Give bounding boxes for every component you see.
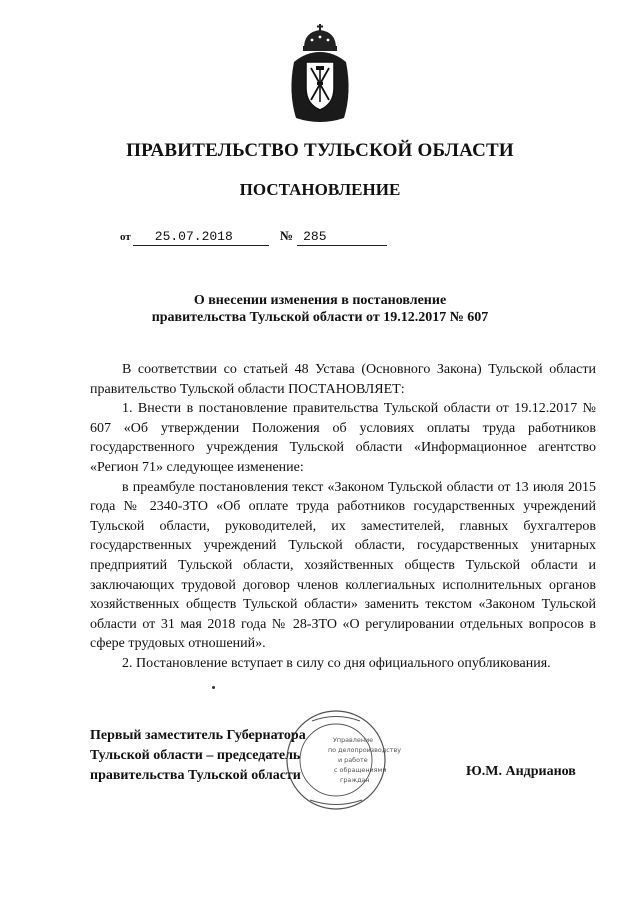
document-date: 25.07.2018 [133,229,269,246]
document-number: 285 [297,229,387,246]
dateline [120,228,387,246]
date-prefix: от [120,231,131,243]
svg-text:с обращениями: с обращениями [334,766,387,774]
subject-line-1: О внесении изменения в постановление [193,293,447,308]
signatory-title-line-1: Первый заместитель Губернатора [90,728,306,743]
ink-dot [212,686,215,689]
paragraph-amendment: в преамбуле постановления текст «Законом Тульской области от 13 июля 2015 года № 2340-ЗТО «Об оплате труда работников государственных учреждений Тульской области, руководителей, их заместителей, главных бухгалтеров государственных учреждений Тульской области, государственных унитарных предприятий Тульской области, хозяйственных обществ Тульской области и заключающих трудовой договор членов коллегиальных исполнительных органов хозяйственных обществ Тульской области» заменить текстом «Законом Тульской области от 31 мая 2018 года № 28-ЗТО «О регулировании отдельных вопросов в сфере трудовых отношений». [90,479,596,652]
official-round-stamp-icon [284,708,402,812]
document-type: ПОСТАНОВЛЕНИЕ [239,180,401,199]
signatory-title-line-2: Тульской области – председатель [90,748,301,763]
subject-line-2: правительства Тульской области от 19.12.2017 № 607 [151,310,489,325]
document-subject [0,292,640,326]
signatory-title-line-3: правительства Тульской области [90,768,301,783]
signatory-title [90,726,306,786]
paragraph-preamble: В соответствии со статьей 48 Устава (Основного Закона) Тульской области правительство Тульской области ПОСТАНОВЛЯЕТ: [90,362,596,397]
paragraph-item-1: 1. Внести в постановление правительства Тульской области от 19.12.2017 № 607 «Об утверждении Положения об условиях оплаты труда работников государственного учреждения Тульской области «Информационное агентство «Регион 71» следующее изменение: [90,401,596,475]
government-title: ПРАВИТЕЛЬСТВО ТУЛЬСКОЙ ОБЛАСТИ [126,140,514,161]
svg-text:и работе: и работе [338,756,368,764]
number-sign: № [280,228,294,243]
svg-text:по делопроизводству: по делопроизводству [328,746,402,754]
svg-text:Управление: Управление [333,736,374,744]
signatory-name: Ю.М. Андрианов [466,764,576,779]
paragraph-item-2: 2. Постановление вступает в силу со дня официального опубликования. [122,655,551,671]
document-body [90,360,596,674]
tula-coat-of-arms-icon [284,22,356,126]
svg-text:граждан: граждан [340,776,370,784]
